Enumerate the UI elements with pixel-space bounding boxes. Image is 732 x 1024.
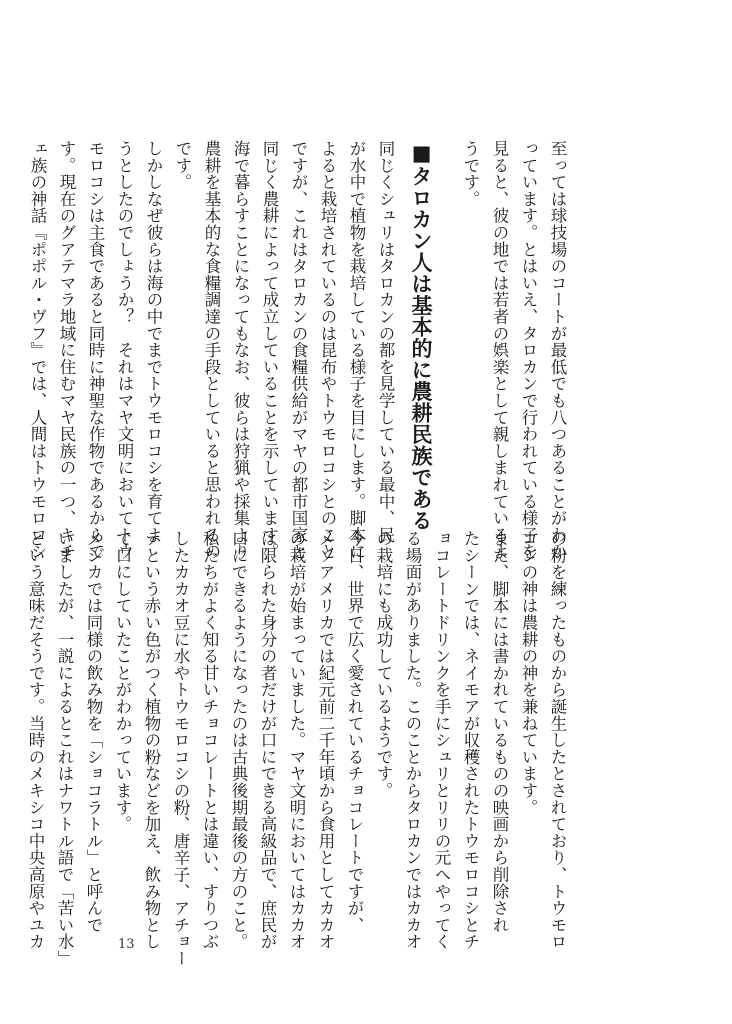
text-line: 同じく農耕によって成立していることを示しています。 <box>260 140 279 560</box>
text-line: ョコレートドリンクを手にシュリとリリの元へやってく <box>432 530 451 950</box>
text-line: メソアメリカでは紀元前二千年頃から食用としてカカオ <box>316 530 335 950</box>
text-line: コシの神は農耕の神を兼ねています。 <box>519 530 538 816</box>
text-line: て口にしていたことがわかっています。 <box>113 530 132 833</box>
text-line: 海で暮らすことになってもなお、彼らは狩猟や採集より <box>231 140 250 560</box>
text-line: の栽培にも成功しているようです。 <box>374 530 393 799</box>
text-line: っています。とはいえ、タロカンで行われている様子を <box>519 140 538 560</box>
text-line: が水中で植物を栽培している様子を目にします。脚本に <box>347 140 366 560</box>
paragraph-gap <box>442 140 456 500</box>
text-line: 至っては球技場のコートが最低でも八つあることがわか <box>548 140 567 560</box>
text-line: また、脚本には書かれているものの映画から削除され <box>490 530 509 934</box>
text-line: の栽培が始まっていました。マヤ文明においてはカカオ <box>287 530 306 950</box>
text-line: テという赤い色がつく植物の粉などを加え、飲み物とし <box>142 530 161 950</box>
text-line: うとしたのでしょうか？ それはマヤ文明においてトウ <box>115 140 134 560</box>
text-line: したカカオ豆に水やトウモロコシの粉、唐辛子、アチョー <box>171 530 190 967</box>
text-line: ですが、これはタロカンの食糧供給がマヤの都市国家と <box>289 140 308 560</box>
text-line: メシカでは同様の飲み物を「ショコラトル」と呼んで <box>84 530 103 934</box>
text-line: す。現在のグアテマラ地域に住むマヤ民族の一つ、キチ <box>57 140 76 560</box>
text-line: る場面がありました。このことからタロカンではカカオ <box>403 530 422 950</box>
text-line: です。 <box>173 140 192 191</box>
section-heading: ■タロカン人は基本的に農耕民族である <box>409 140 434 531</box>
text-line: 同じくシュリはタロカンの都を見学している最中、民 <box>376 140 395 544</box>
text-line: は限られた身分の者だけが口にできる高級品で、庶民が <box>258 530 277 950</box>
text-line: 口にできるようになったのは古典後期最後の方のこと。 <box>229 530 248 950</box>
top-text-block <box>28 140 572 560</box>
text-line: モロコシは主食であると同時に神聖な作物であるからで <box>86 140 105 560</box>
text-line: 今日、世界で広く愛されているチョコレートですが、 <box>345 530 364 934</box>
text-line: たシーンでは、ネイモアが収穫されたトウモロコシとチ <box>461 530 480 950</box>
text-line: 農耕を基本的な食糧調達の手段としていると思われるの <box>202 140 221 560</box>
text-line: 見ると、彼の地では若者の娯楽として親しまれているよ <box>490 140 509 560</box>
text-line: いましたが、一説によるとこれはナワトル語で「苦い水」 <box>55 530 74 967</box>
text-line: うです。 <box>461 140 480 208</box>
text-line: という意味だそうです。当時のメキシコ中央高原やユカ <box>26 530 45 950</box>
text-line: よると栽培されているのは昆布やトウモロコシとのこと <box>318 140 337 560</box>
page-number: 13 <box>118 937 135 952</box>
text-line: ェ族の神話『ポポル・ヴフ』では、人間はトウモロコシ <box>28 140 47 560</box>
text-line: の粉を練ったものから誕生したとされており、トウモロ <box>548 530 567 950</box>
text-line: しかしなぜ彼らは海の中でまでトウモロコシを育てよ <box>144 140 163 544</box>
text-line: 私たちがよく知る甘いチョコレートとは違い、すりつぶ <box>200 530 219 950</box>
